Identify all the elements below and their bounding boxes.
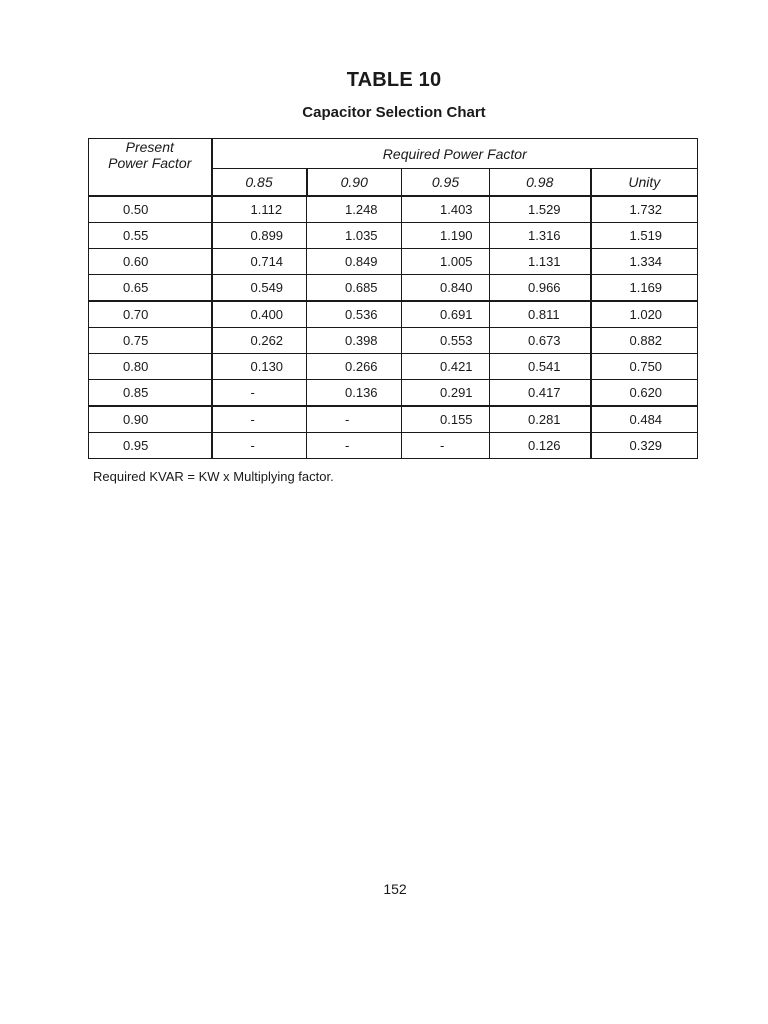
multiplier-cell: 1.732 <box>591 196 698 223</box>
multiplier-cell: 0.811 <box>490 301 591 328</box>
multiplier-cell: 0.291 <box>402 380 490 407</box>
present-pf-cell: 0.75 <box>89 328 212 354</box>
multiplier-cell: - <box>307 406 402 433</box>
multiplier-cell: 0.620 <box>591 380 698 407</box>
table-row <box>89 380 698 407</box>
multiplier-cell: - <box>212 406 307 433</box>
present-pf-cell: 0.60 <box>89 249 212 275</box>
multiplier-cell: 0.840 <box>402 275 490 302</box>
table-title: TABLE 10 <box>346 69 442 91</box>
multiplier-cell: 1.519 <box>591 223 698 249</box>
table-row <box>89 196 698 223</box>
present-pf-cell: 0.50 <box>89 196 212 223</box>
multiplier-cell: 1.334 <box>591 249 698 275</box>
table-row <box>89 249 698 275</box>
multiplier-cell: 1.005 <box>402 249 490 275</box>
present-pf-cell: 0.55 <box>89 223 212 249</box>
multiplier-cell: 1.529 <box>490 196 591 223</box>
multiplier-cell: 0.400 <box>212 301 307 328</box>
present-power-factor-header <box>89 139 212 197</box>
required-pf-col-unity: Unity <box>591 169 698 197</box>
multiplier-cell: 1.035 <box>307 223 402 249</box>
multiplier-cell: 0.398 <box>307 328 402 354</box>
multiplier-cell: 0.536 <box>307 301 402 328</box>
present-pf-cell: 0.65 <box>89 275 212 302</box>
multiplier-cell: 0.484 <box>591 406 698 433</box>
multiplier-cell: - <box>212 433 307 459</box>
multiplier-cell: 1.020 <box>591 301 698 328</box>
table-row <box>89 328 698 354</box>
table-row <box>89 223 698 249</box>
table-row <box>89 354 698 380</box>
multiplier-cell: 0.849 <box>307 249 402 275</box>
table-subtitle: Capacitor Selection Chart <box>302 104 486 121</box>
table-row <box>89 275 698 302</box>
table-row <box>89 433 698 459</box>
multiplier-cell: 0.691 <box>402 301 490 328</box>
multiplier-cell: 0.126 <box>490 433 591 459</box>
required-power-factor-header: Required Power Factor <box>212 139 698 169</box>
capacitor-selection-table <box>88 138 698 459</box>
multiplier-cell: 0.685 <box>307 275 402 302</box>
multiplier-cell: 1.403 <box>402 196 490 223</box>
multiplier-cell: 0.750 <box>591 354 698 380</box>
present-pf-cell: 0.95 <box>89 433 212 459</box>
multiplier-cell: 0.130 <box>212 354 307 380</box>
required-pf-col-098: 0.98 <box>490 169 591 197</box>
multiplier-cell: 0.882 <box>591 328 698 354</box>
multiplier-cell: 0.262 <box>212 328 307 354</box>
footnote: Required KVAR = KW x Multiplying factor. <box>93 469 334 484</box>
multiplier-cell: 1.169 <box>591 275 698 302</box>
required-pf-col-085: 0.85 <box>212 169 307 197</box>
multiplier-cell: 0.281 <box>490 406 591 433</box>
multiplier-cell: 0.714 <box>212 249 307 275</box>
multiplier-cell: - <box>307 433 402 459</box>
multiplier-cell: - <box>212 380 307 407</box>
multiplier-cell: 0.899 <box>212 223 307 249</box>
multiplier-cell: - <box>402 433 490 459</box>
present-pf-cell: 0.70 <box>89 301 212 328</box>
multiplier-cell: 0.266 <box>307 354 402 380</box>
multiplier-cell: 1.112 <box>212 196 307 223</box>
multiplier-cell: 1.131 <box>490 249 591 275</box>
table-row <box>89 301 698 328</box>
multiplier-cell: 1.316 <box>490 223 591 249</box>
present-pf-line1: Present <box>125 139 174 155</box>
required-pf-col-090: 0.90 <box>307 169 402 197</box>
multiplier-cell: 0.549 <box>212 275 307 302</box>
multiplier-cell: 0.966 <box>490 275 591 302</box>
table-row <box>89 406 698 433</box>
present-pf-cell: 0.80 <box>89 354 212 380</box>
multiplier-cell: 0.673 <box>490 328 591 354</box>
present-pf-line2: Power Factor <box>108 155 192 171</box>
multiplier-cell: 0.421 <box>402 354 490 380</box>
table-header <box>89 139 698 197</box>
present-pf-cell: 0.85 <box>89 380 212 407</box>
multiplier-cell: 0.155 <box>402 406 490 433</box>
multiplier-cell: 0.136 <box>307 380 402 407</box>
multiplier-cell: 0.541 <box>490 354 591 380</box>
table-body <box>89 196 698 459</box>
page-number: 152 <box>383 881 407 897</box>
present-pf-cell: 0.90 <box>89 406 212 433</box>
multiplier-cell: 0.329 <box>591 433 698 459</box>
multiplier-cell: 1.190 <box>402 223 490 249</box>
required-pf-col-095: 0.95 <box>402 169 490 197</box>
multiplier-cell: 0.417 <box>490 380 591 407</box>
multiplier-cell: 1.248 <box>307 196 402 223</box>
multiplier-cell: 0.553 <box>402 328 490 354</box>
